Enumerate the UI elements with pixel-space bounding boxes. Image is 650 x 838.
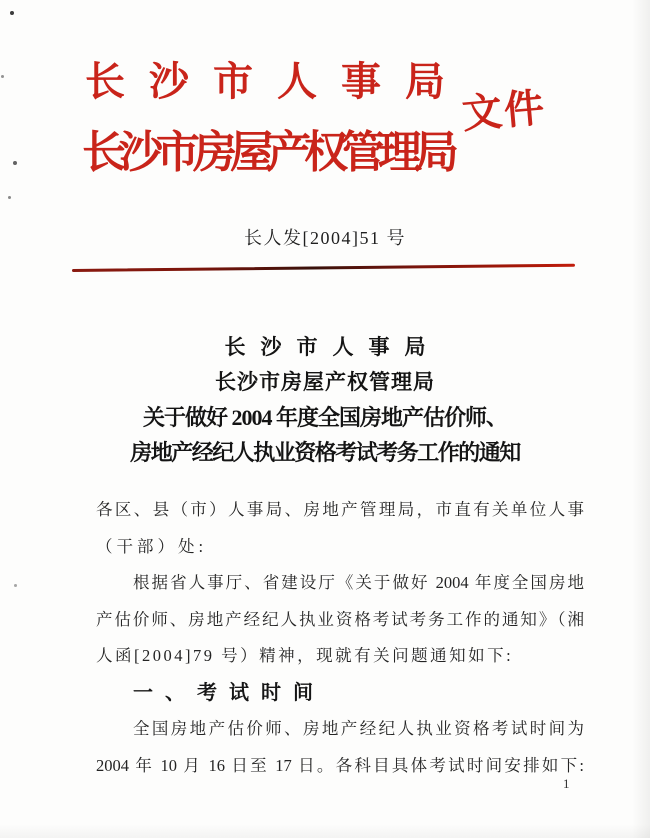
document-body [96,492,584,784]
body-line-salutation-1: 各区、县（市）人事局、房地产管理局，市直有关单位人事 [96,500,584,519]
body-line-paragraph-1: 根据省人事厅、省建设厅《关于做好 2004 年度全国房地 [133,573,584,592]
body-line-paragraph-3: 人函[2004]79 号）精神，现就有关问题通知如下: [96,646,514,665]
letterhead-document-mark: 文件 [460,84,548,137]
red-separator-line [72,264,575,272]
scan-speckle [1,75,4,78]
letterhead-org-primary: 长沙市人事局 [85,59,469,104]
body-line-salutation-2: （干部）处: [96,536,208,556]
scan-speckle [8,196,11,199]
title-issuer-line-2: 长沙市房屋产权管理局 [215,370,435,394]
document-title [0,330,650,470]
letterhead-org-secondary: 长沙市房屋产权管理局 [82,128,452,177]
title-subject-line-2: 房地产经纪人执业资格考试考务工作的通知 [130,440,520,465]
title-issuer-line-1: 长沙市人事局 [224,335,441,359]
title-subject-line-1: 关于做好 2004 年度全国房地产估价师、 [142,405,507,430]
page-number: 1 [563,776,570,791]
scan-bottom-shade [0,824,650,838]
scan-speckle [13,161,17,165]
scan-speckle [14,584,17,587]
section-heading-exam-time: 一、考试时间 [133,681,325,704]
body-line-paragraph-5: 2004 年 10 月 16 日至 17 日。各科目具体考试时间安排如下: [96,755,584,775]
body-line-paragraph-2: 产估价师、房地产经纪人执业资格考试考务工作的通知》（湘 [96,609,584,629]
document-number: 长人发[2004]51 号 [244,228,406,248]
scan-speckle [10,11,14,15]
body-line-paragraph-4: 全国房地产估价师、房地产经纪人执业资格考试时间为 [133,719,584,738]
